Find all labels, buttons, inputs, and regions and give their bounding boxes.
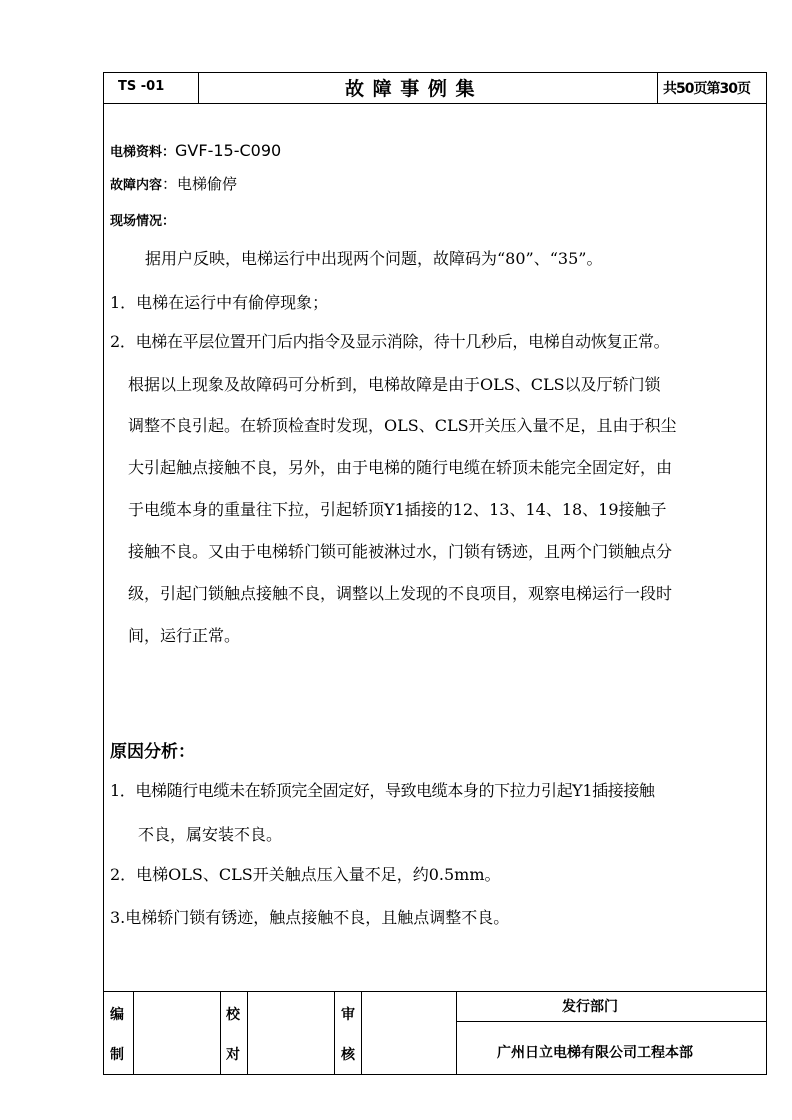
model-line <box>110 143 281 159</box>
footer-top-line <box>103 991 767 992</box>
situation-line: 于电缆本身的重量往下拉，引起轿顶Y1插接的12、13、14、18、19接触子 <box>128 500 667 519</box>
bian-label: 编 <box>110 1007 124 1023</box>
doc-title: 故 障 事 例 集 <box>345 78 476 100</box>
dui-label: 对 <box>226 1047 240 1063</box>
situation-line: 大引起触点接触不良，另外，由于电梯的随行电缆在轿顶未能完全固定好，由 <box>128 458 673 477</box>
situation-line: 1．电梯在运行中有偷停现象； <box>110 293 329 312</box>
cause-line: 2．电梯OLS、CLS开关触点压入量不足，约0.5mm。 <box>110 865 501 884</box>
page-info: 共50页第30页 <box>663 81 750 97</box>
footer-dept-line <box>456 1021 767 1022</box>
footer-divider <box>133 991 134 1075</box>
model-value: GVF-15-C090 <box>175 141 282 160</box>
footer-divider <box>456 991 457 1075</box>
situation-line: 级，引起门锁触点接触不良，调整以上发现的不良项目，观察电梯运行一段时 <box>128 584 673 603</box>
fault-line <box>110 176 237 192</box>
situation-label: 现场情况： <box>110 214 176 229</box>
jiao-label: 校 <box>226 1007 240 1023</box>
situation-line: 调整不良引起。在轿顶检查时发现，OLS、CLS开关压入量不足，且由于积尘 <box>128 416 677 435</box>
cause-label: 原因分析： <box>110 742 195 762</box>
fault-label: 故障内容 <box>110 178 163 193</box>
shen-label: 审 <box>341 1007 355 1023</box>
situation-line: 间，运行正常。 <box>128 626 241 645</box>
header-divider-right <box>657 72 658 103</box>
cause-line: 不良，属安装不良。 <box>138 825 283 844</box>
situation-line: 根据以上现象及故障码可分析到，电梯故障是由于OLS、CLS以及厅轿门锁 <box>128 375 661 394</box>
situation-line: 接触不良。又由于电梯轿门锁可能被淋过水，门锁有锈迹，且两个门锁触点分 <box>128 542 673 561</box>
fault-value: ：电梯偷停 <box>162 175 238 193</box>
footer-divider <box>247 991 248 1075</box>
cause-line: 3.电梯轿门锁有锈迹，触点接触不良，且触点调整不良。 <box>110 908 510 927</box>
header-divider-left <box>198 72 199 103</box>
footer-divider <box>220 991 221 1075</box>
doc-code: TS -01 <box>118 79 165 94</box>
zhi-label: 制 <box>110 1047 124 1063</box>
footer-divider <box>361 991 362 1075</box>
situation-line: 据用户反映，电梯运行中出现两个问题，故障码为“80”、“35”。 <box>145 249 603 268</box>
footer-divider <box>334 991 335 1075</box>
situation-line: 2．电梯在平层位置开门后内指令及显示消除，待十几秒后，电梯自动恢复正常。 <box>110 332 670 351</box>
he-label: 核 <box>341 1047 355 1063</box>
dept-value: 广州日立电梯有限公司工程本部 <box>497 1045 693 1061</box>
model-label: 电梯资料： <box>110 145 176 160</box>
dept-label: 发行部门 <box>562 999 618 1015</box>
cause-line: 1．电梯随行电缆未在轿顶完全固定好，导致电缆本身的下拉力引起Y1插接接触 <box>110 781 655 800</box>
header-bottom-line <box>103 103 767 104</box>
